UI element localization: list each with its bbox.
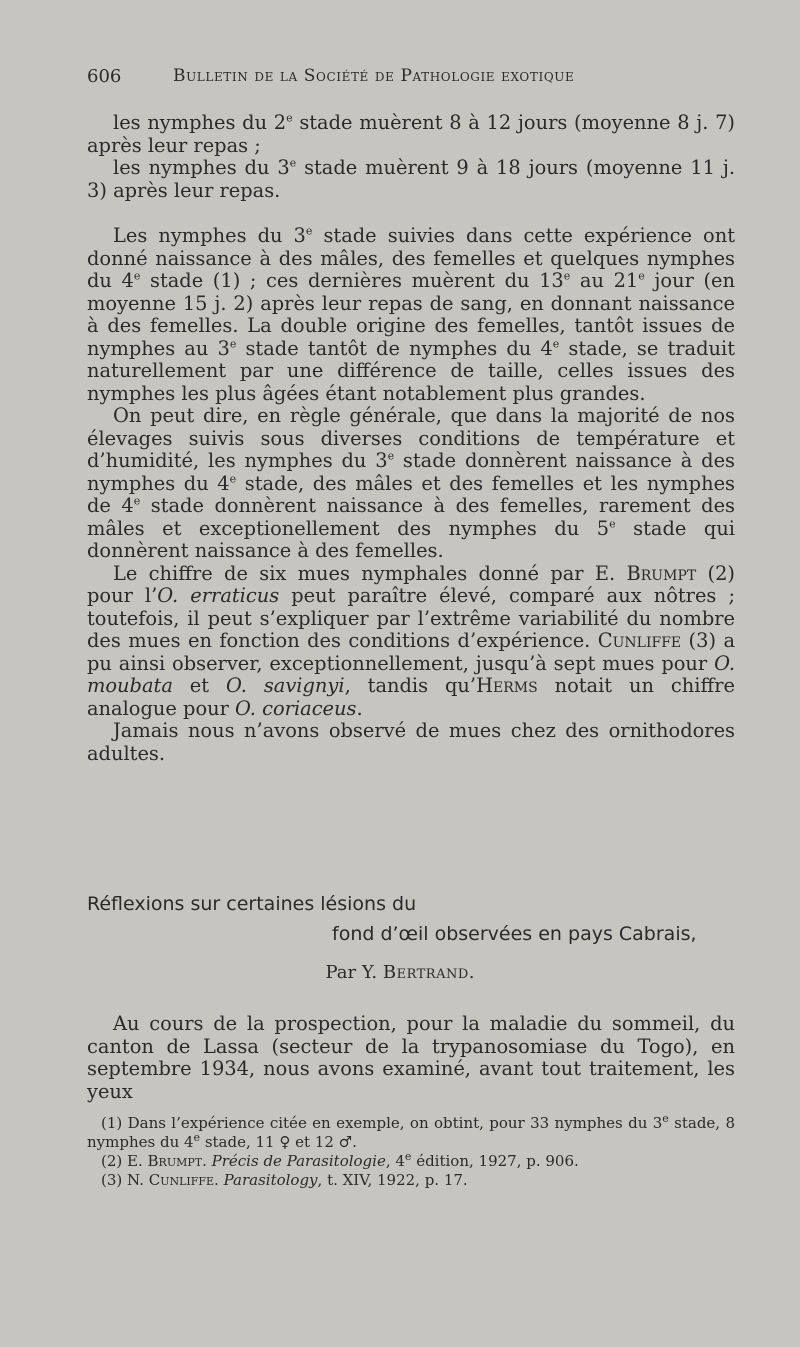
paragraph-4: Jamais nous n’avons observé de mues chez des ornithodores adultes. [87, 719, 735, 765]
list-item: les nymphes du 3e stade muèrent 9 à 18 jours (moyenne 11 j. 3) après leur repas. [87, 156, 735, 202]
paragraph-3: Le chiffre de six mues nymphales donné par E. Brumpt (2) pour l’O. erraticus peut paraître élevé, comparé aux nôtres ; toutefois, il peut s’expliquer par l’extrême variabilité du nombre des mues en fonction des conditions d’expérience. Cunliffe (3) a pu ainsi observer, exceptionnellement, jusqu’à sept mues pour O. moubata et O. savignyi, tandis qu’Herms notait un chiffre analogue pour O. coriaceus. [87, 561, 735, 720]
page-number: 606 [87, 66, 122, 87]
footnotes [87, 1114, 735, 1190]
author-name: Brumpt [626, 561, 697, 585]
species-name: O. moubata [87, 651, 735, 697]
author-name: Herms [476, 674, 538, 697]
species-name: O. savignyi [226, 674, 345, 697]
section-continuation [87, 112, 735, 202]
footnote-2: (2) E. Brumpt. Précis de Parasitologie, 4e édition, 1927, p. 906. [101, 1150, 579, 1170]
article-title-line-2: fond d’œil observées en pays Cabrais, [332, 923, 697, 945]
footnote-3: (3) N. Cunliffe. Parasitology, t. XIV, 1922, p. 17. [101, 1171, 468, 1189]
article-author: Par Y. Bertrand. [325, 962, 475, 983]
author-name: Cunliffe [597, 629, 682, 652]
species-name: O. coriaceus [235, 696, 357, 720]
paragraph-1: Les nymphes du 3e stade suivies dans cette expérience ont donné naissance à des mâles, des femelles et quelques nymphes du 4e stade (1) ; ces dernières muèrent du 13e au 21e jour (en moyenne 15 j. 2) après leur repas de sang, en donnant naissance à des femelles. La double origine des femelles, tantôt issues de nymphes au 3e stade tantôt de nymphes du 4e stade, se traduit naturellement par une différence de taille, celles issues des nymphes les plus âgées étant notablement plus grandes. On peut dire, en règle générale, que dans la majorité de nos élevages suivis sous diverses conditions de température et d’humidité, les nymphes du 3e stade donnèrent naissance à des nymphes du 4e stade, des mâles et des femelles et les nymphes de 4e stade donnèrent naissance à des femelles, rarement des mâles et exceptionellement des nymphes du 5e stade qui donnèrent naissance à des femelles. Le chiffre de six mues nymphales donné par E. Brumpt (2) pour l’O. erraticus peut paraître élevé, comparé aux nôtres ; toutefois, il peut s’expliquer par l’extrême variabilité du nombre des mues en fonction des conditions d’expérience. Cunliffe (3) a pu ainsi observer, exceptionnellement, jusqu’à sept mues pour O. moubata et O. savignyi, tandis qu’Herms notait un chiffre analogue pour O. coriaceus. Jamais nous n’avons observé de mues chez des ornithodores adultes. [87, 224, 736, 765]
footnote-1: (1) Dans l’expérience citée en exemple, on obtint, pour 33 nymphes du 3e stade, 8 nymphes du 4e stade, 11 ♀ et 12 ♂. [87, 1112, 735, 1151]
species-name: O. erraticus [157, 584, 280, 607]
paragraph-2: On peut dire, en règle générale, que dans la majorité de nos élevages suivis sous diverses conditions de température et d’humidité, les nymphes du 3e stade donnèrent naissance à des nymphes du 4e stade, des mâles et des femelles et les nymphes de 4e stade donnèrent naissance à des femelles, rarement des mâles et exceptionellement des nymphes du 5e stade qui donnèrent naissance à des femelles. [87, 404, 736, 562]
list-item: les nymphes du 2e stade muèrent 8 à 12 jours (moyenne 8 j. 7) après leur repas ; [87, 111, 735, 157]
article-body: Au cours de la prospection, pour la maladie du sommeil, du canton de Lassa (secteur de la trypanosomiase du Togo), en septembre 1934, nous avons examiné, avant tout traitement, les yeux [87, 1012, 735, 1103]
running-head: Bulletin de la Société de Pathologie exotique [173, 66, 575, 86]
page-header [87, 66, 735, 92]
article-title-line-1: Réflexions sur certaines lésions du [87, 893, 417, 915]
